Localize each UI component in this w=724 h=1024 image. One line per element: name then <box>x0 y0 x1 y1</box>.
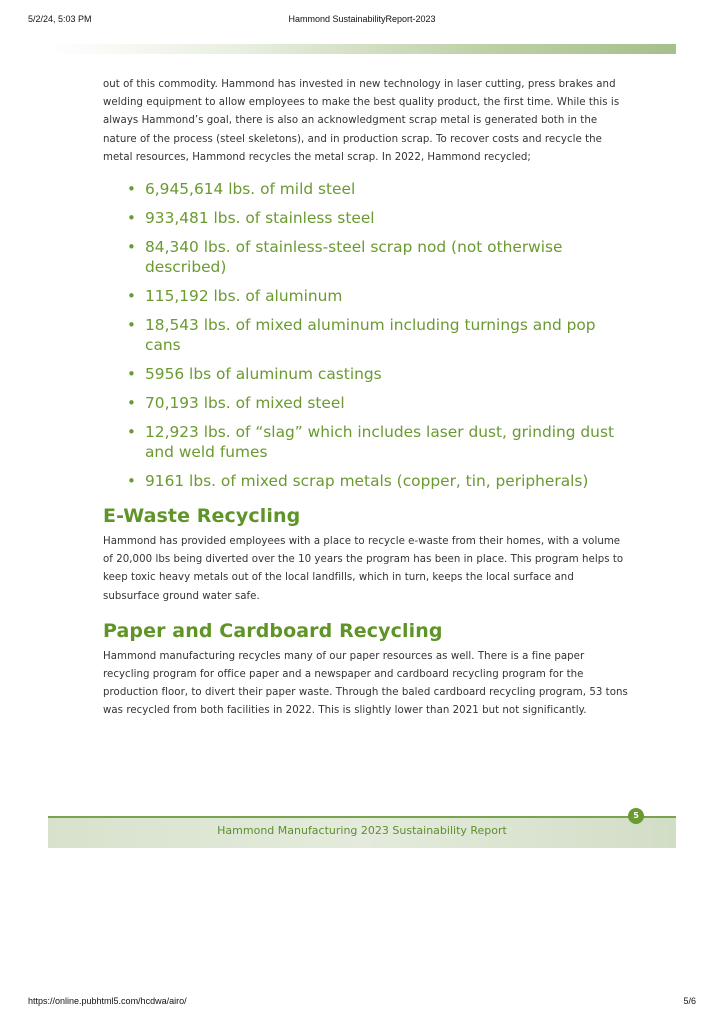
bullet-icon: • <box>127 365 136 384</box>
paper-paragraph: Hammond manufacturing recycles many of our paper resources as well. There is a fine paper recycling program for office paper and a newspaper and cardboard recycling program for the production floor, to divert their paper waste. Through the baled cardboard recycling program, 53 tons was recycled from both facilities in 2022. This is slightly lower than 2021 but not significantly. <box>103 650 628 717</box>
list-item-text: 84,340 lbs. of stainless-steel scrap nod (not otherwise described) <box>145 238 563 277</box>
list-item <box>127 315 628 355</box>
report-footer-band <box>48 816 676 848</box>
list-item-text: 9161 lbs. of mixed scrap metals (copper, tin, peripherals) <box>145 472 589 491</box>
bullet-icon: • <box>127 423 136 442</box>
list-item-text: 933,481 lbs. of stainless steel <box>145 209 375 228</box>
list-item <box>127 393 628 413</box>
ewaste-paragraph: Hammond has provided employees with a place to recycle e-waste from their homes, with a volume of 20,000 lbs being diverted over the 10 years the program has been in place. This program helps to keep toxic heavy metals out of the local landfills, which in turn, keeps the local surface and subsurface ground water safe. <box>103 536 624 602</box>
ewaste-heading: E-Waste Recycling <box>103 505 301 528</box>
list-item-text: 18,543 lbs. of mixed aluminum including turnings and pop cans <box>145 316 596 355</box>
page-content <box>103 76 628 721</box>
list-item-text: 6,945,614 lbs. of mild steel <box>145 180 356 199</box>
list-item <box>127 422 628 462</box>
top-decorative-band <box>48 44 676 54</box>
list-item <box>127 364 628 384</box>
list-item <box>127 237 628 277</box>
paper-heading: Paper and Cardboard Recycling <box>103 619 443 642</box>
print-datetime: 5/2/24, 5:03 PM <box>28 14 92 24</box>
print-page-count: 5/6 <box>683 996 696 1006</box>
list-item <box>127 179 628 199</box>
print-header <box>28 14 696 28</box>
list-item <box>127 471 628 491</box>
bullet-icon: • <box>127 287 136 306</box>
list-item-text: 115,192 lbs. of aluminum <box>145 287 343 306</box>
intro-paragraph: out of this commodity. Hammond has invested in new technology in laser cutting, press brakes and welding equipment to allow employees to make the best quality product, the first time. While this is always Hammond’s goal, there is also an acknowledgment scrap metal is generated both in the nature of the process (steel skeletons), and in production scrap. To recover costs and recycle the metal resources, Hammond recycles the metal scrap. In 2022, Hammond recycled; <box>103 79 620 163</box>
print-title: Hammond SustainabilityReport-2023 <box>288 14 436 24</box>
bullet-icon: • <box>127 472 136 491</box>
print-url: https://online.pubhtml5.com/hcdwa/airo/ <box>28 996 187 1006</box>
bullet-icon: • <box>127 316 136 335</box>
list-item <box>127 208 628 228</box>
report-footer-text: Hammond Manufacturing 2023 Sustainability Report <box>217 824 507 837</box>
bullet-icon: • <box>127 238 136 257</box>
bullet-icon: • <box>127 180 136 199</box>
page-number-badge: 5 <box>628 808 644 824</box>
bullet-icon: • <box>127 394 136 413</box>
bullet-icon: • <box>127 209 136 228</box>
list-item-text: 5956 lbs of aluminum castings <box>145 365 382 384</box>
list-item-text: 70,193 lbs. of mixed steel <box>145 394 345 413</box>
list-item <box>127 286 628 306</box>
list-item-text: 12,923 lbs. of “slag” which includes laser dust, grinding dust and weld fumes <box>145 423 614 462</box>
print-footer <box>28 996 696 1010</box>
recycled-metals-list <box>103 179 628 491</box>
